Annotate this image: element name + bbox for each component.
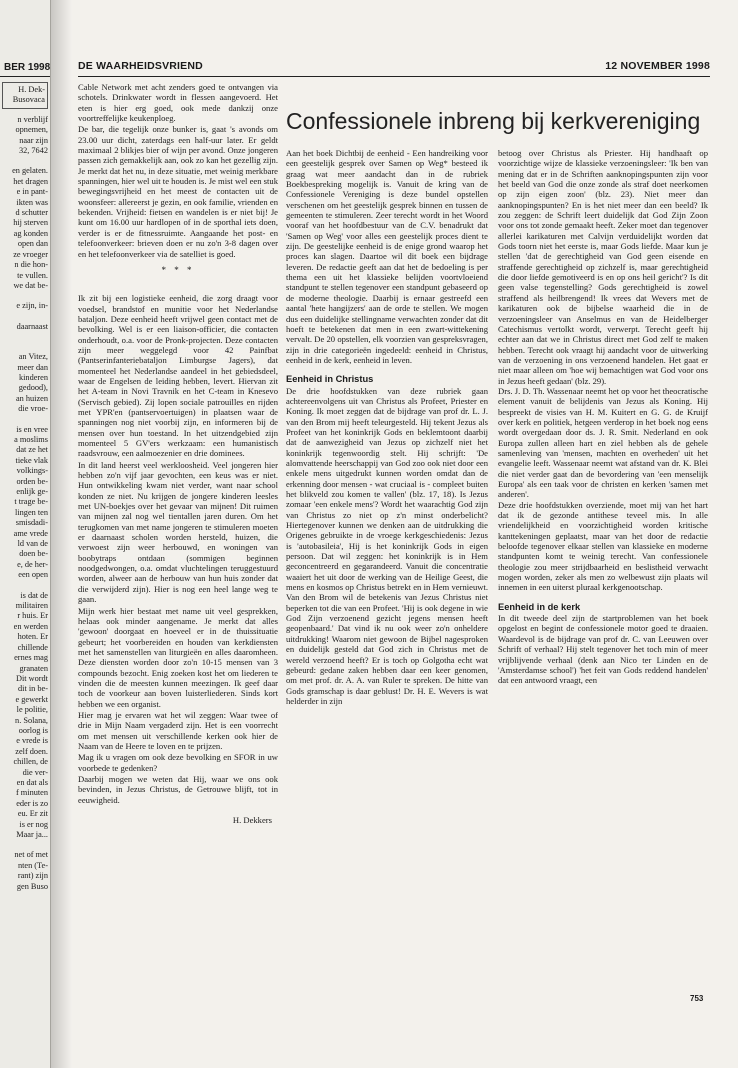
- previous-page-gap: [2, 581, 48, 591]
- previous-page-line: tieke vlak: [15, 455, 48, 465]
- previous-page-box-line: H. Dek-: [18, 85, 45, 94]
- previous-page-line: eu. Er zit: [17, 809, 48, 819]
- previous-page-gap: [2, 312, 48, 322]
- author-signature: H. Dekkers: [232, 815, 272, 826]
- letter-paragraph: Cable Network met acht zenders goed te ontvangen via schotels. Drinkwater wordt in flessen aangevoerd. Het eten is hier erg goed, ook mede dankzij onze voortreffelijke keukenploeg.: [78, 82, 278, 124]
- previous-page-line: a moslims: [14, 434, 48, 444]
- previous-page-line: opnemen,: [15, 125, 48, 135]
- previous-page-line: oorlog is: [18, 725, 48, 735]
- previous-page-line: e in pant-: [16, 187, 48, 197]
- previous-page-line: open dan: [17, 239, 48, 249]
- article-paragraph: De drie hoofdstukken van deze rubriek gaan achtereenvolgens uit van Christus als Profeet, Priester en Koning. Ik moet zeggen dat de bijdrage van prof dr. L. J. van den Brom mij heeft teleurgesteld. Hij tekent Jezus als Profeet van het koninkrijk Gods en beklemtoont daarbij dat de aanwezigheid van Jezus op zichzelf niet het koninkrijk tegenwoordig stelt. Hij schrijft: 'De alomvattende heerschappij van God zoo ook niet door een enkele mens uitgedrukt kunnen worden omdat dan de erkenning door mensen - wat cruciaal is - compleet buiten het blikveld zou komen te vallen' (blz. 17, 18). Is Jezus zomaar 'een enkele mens'? Wordt het waarachtig God zijn van Christus zo niet op z'n minst onderbelicht? Hiertegenover kunnen we denken aan de uitdrukking die Origenes gebruikte in de vroege kerkgeschiedenis: Jezus is 'autobasileia', Hij is het koninkrijk Gods in eigen persoon. Dat wil zeggen: het koninkrijk is in Hem geconcentreerd en gegarandeerd. Vanuit die concentratie waaiert het uit door de werking van de Heilige Geest, die mens en kosmos op Christus betrekt en in Hem vernieuwt. Van den Brom wil de betekenis van Jezus Christus niet beperken tot die van een Profeet. 'Hij is ook degene in wie God Zijn verzoenend gezicht jegens mensen heeft geopenbaard.' Dat vind ik nu ook weer zo'n onheldere uitdrukking! Waarom niet gewoon de Bijbel nagesproken en duidelijk gesteld dat God zich in Christus met de wereld verzoend heeft? Er is toch op Golgotha echt wat gebeurd: gedane zaken hebben daar een keer genomen, om met prof. dr. A. A. van Ruler te spreken. De hitte van Gods gramschap is daar geblust! Dr. H. E. Wevers is wat helderder in zijn: [286, 385, 488, 706]
- previous-page-gap: [2, 332, 48, 342]
- previous-page-line: le politie,: [16, 705, 48, 715]
- previous-page-line: kinderen: [18, 372, 48, 382]
- previous-page-gap: [2, 291, 48, 301]
- letter-paragraph: De bar, die tegelijk onze bunker is, gaat 's avonds om 23.00 uur dicht, zaterdags een half-uur later. Er geldt maximaal 2 blikjes bier of wijn per avond. Onze jongeren passen zich gemakkelijk aan, ook zo kan het gezellig zijn. Je merkt dat het nu, in deze situatie, met weinig merkbare spanningen, hier wel uit te houden is. Je mist wel een stuk bewegingsvrijheid en het meest de contacten uit de woonsfeer: allereerst je gezin, en ook familie, vrienden en bekenden. Vrijheid: fietsen en wandelen is er niet bij! Je kunt om 16.00 uur hardlopen of in de sporthal iets doen, verder is er de fitnessruimte. Aangaande het post- en telefoonverkeer: brieven doen er nu zo'n 3-8 dagen over en het telefoonverkeer via de satelliet is goed.: [78, 124, 278, 259]
- previous-page-header: BER 1998: [4, 62, 51, 73]
- previous-page-line: orden be-: [16, 476, 48, 486]
- publication-name: DE WAARHEIDSVRIEND: [78, 60, 203, 72]
- previous-page-rule: [0, 76, 50, 77]
- previous-page-line: gedood),: [18, 383, 48, 393]
- previous-page-line: f minuten: [15, 788, 48, 798]
- previous-page-line: die vroe-: [18, 404, 48, 414]
- article-column-left: [286, 148, 488, 706]
- previous-page-boxed-note: [2, 82, 48, 109]
- previous-page-line: zelf doen.: [15, 746, 48, 756]
- previous-page-text: [2, 82, 48, 892]
- previous-page-line: an huizen: [15, 393, 48, 403]
- article-paragraph: Drs. J. D. Th. Wassenaar neemt het op voor het theocratische element vanuit de belijdenis van Jezus als Koning. Hij bespreekt de visies van H. M. Kuitert en G. G. de Kruijf over kerk en politiek, hetgeen verderop in het boek nog eens wordt overgedaan door ds. J. R. Smit. Nederland en ook Europa zullen alleen hart en ziel hebben als de gehele samenleving van 'mensen, machten en overheden' uit het evangelie leeft. Wassenaar neemt wat afstand van dr. K. Blei die niet verder gaat dan de bevordering van 'een menselijk Europa' als een taak voor de christen en kerken 'samen met anderen'.: [498, 385, 708, 500]
- previous-page-line: net of met: [14, 850, 48, 860]
- letter-paragraph: Mag ik u vragen om ook deze bevolking en SFOR in uw voorbede te gedenken?: [78, 752, 278, 773]
- previous-page-line: een open: [18, 570, 48, 580]
- previous-page-line: en werden: [13, 621, 48, 631]
- previous-page-line: en dat als: [16, 777, 48, 787]
- previous-page-line: dit in be-: [18, 684, 48, 694]
- letter-paragraph: In dit land heerst veel werkloosheid. Veel jongeren hier hebben zo'n vijf jaar gevochten, een keus was er niet. Hun ontwikkeling kwam niet verder, want naar school konden ze niet. Nu krijgen de jongere kinderen leesles met UN-boekjes over het gevaar van mijnen! Dit ruimen van mijnen zal nog wel tientallen jaren duren. Om het terugkomen van met name jongeren te stimuleren moeten er daarnaast scholen worden hersteld, huizen, die verwoest zijn weer herbouwd, en woningen van boobytraps ontdaan (sommigen beginnen noodgedwongen, o.a. omdat vluchtelingen teruggestuurd worden, alweer aan de herbouw van hun huis zonder dat die verwijderd zijn). Hier is nog een heel lange weg te gaan.: [78, 459, 278, 605]
- previous-page-line: n die hon-: [14, 260, 48, 270]
- page-number: 753: [690, 994, 704, 1003]
- previous-page-line: e gewerkt: [15, 694, 48, 704]
- section-separator: * * *: [161, 264, 195, 275]
- article-intro: Aan het boek Dichtbij de eenheid - Een handreiking voor een geestelijk gesprek over Samen op Weg* besteed ik graag wat meer aandacht dan in de rubriek Boekbespreking mogelijk is. Vanuit de kring van de Confessionele Vereniging is deze bundel opstellen verschenen om het geestelijk gesprek binnen en tussen de gemeenten te stimuleren. Zeer terecht wordt in het Woord vooraf van het hoofdbestuur van de C.V. benadrukt dat 'Samen op Weg' voor alles een geestelijk proces dient te zijn. De geestelijke eenheid is de enige grond waarop het proces kan slagen. Daartoe wil dit boek een bijdrage leveren. De redactie geeft aan dat het de bedoeling is per thema een uit het klassieke belijden voortvloeiend standpunt te stellen tegenover een standpunt gebaseerd op de moderne theologie. Daarbij is ernaar gestreefd een aantal 'hete hangijzers' aan de orde te stellen. We mogen dus een duidelijke stellingname verwachten zonder dat dit hoeft te betekenen dat men in een zwart-wittekening vervalt. De 20 opstellen, elk voorzien van gespreksvragen, zijn in drie categorieën ingedeeld: eenheid in Christus, eenheid in de kerk, eenheid in leven.: [286, 148, 488, 365]
- article-title: Confessionele inbreng bij kerkvereniging: [286, 108, 701, 135]
- previous-page-line: smisdadi-: [15, 518, 48, 528]
- previous-page-line: e zijn, in-: [16, 301, 48, 311]
- previous-page-gap: [2, 342, 48, 352]
- subheading-eenheid-in-christus: Eenheid in Christus: [286, 374, 374, 385]
- previous-page-line: e, de her-: [17, 559, 48, 569]
- previous-page-line: eder is zo: [16, 798, 48, 808]
- issue-date: 12 NOVEMBER 1998: [605, 60, 710, 72]
- previous-page-line: an Vitez,: [18, 352, 48, 362]
- subheading-eenheid-in-de-kerk: Eenheid in de kerk: [498, 601, 581, 612]
- previous-page-line: ame vrede: [13, 528, 48, 538]
- previous-page-line: chillende: [17, 642, 48, 652]
- previous-page-gap: [2, 415, 48, 425]
- previous-page-line: Maar ja...: [16, 830, 48, 839]
- previous-page-line: lingen ten: [15, 507, 48, 517]
- previous-page-line: ze vroeger: [13, 249, 48, 259]
- previous-page-line: meer dan: [17, 362, 48, 372]
- previous-page-line: d schutter: [15, 208, 48, 218]
- page-gutter-shadow: [50, 0, 72, 1068]
- previous-page-line: te vullen.: [17, 270, 48, 280]
- previous-page-line: die ver-: [22, 767, 48, 777]
- previous-page-line: ag konden: [13, 228, 48, 238]
- previous-page-line: ernes mag: [14, 653, 48, 663]
- previous-page-line: hoten. Er: [17, 632, 48, 642]
- previous-page-line: n. Solana,: [15, 715, 48, 725]
- previous-page-line: is dat de: [20, 590, 48, 600]
- previous-page-box-line: Busovaca: [12, 95, 45, 105]
- previous-page-line: naar zijn: [19, 135, 48, 145]
- previous-page-line: is en vree: [16, 424, 48, 434]
- previous-page-line: t trage be-: [14, 497, 48, 507]
- article-paragraph: In dit tweede deel zijn de startproblemen van het boek opgelost en begint de confessionele motor goed te draaien. Waardevol is de bijdrage van prof dr. C. van Leeuwen over Schrift of verhaal? Hij stelt tegenover het toch min of meer vrijblijvende verhaal (denk aan Nico ter Linden en de 'Amsterdamse school') 'het feit van Gods reddend handelen' dat een antwoord vraagt, een: [498, 613, 708, 686]
- previous-page-line: gen Buso: [16, 881, 48, 891]
- page-header: [78, 60, 710, 72]
- previous-page-line: hij sterven: [13, 218, 48, 228]
- previous-page-line: nten (Te-: [17, 860, 48, 870]
- previous-page-line: chillen, de: [13, 757, 48, 767]
- previous-page-line: enlijk ge-: [16, 487, 48, 496]
- article-paragraph: Deze drie hoofdstukken overziende, moet mij van het hart dat ik de gezonde antithese teveel mis. In alle vriendelijkheid en voorzichtigheid worden kritische kanttekeningen geplaatst, maar van het door de redactie beloofde tegenover elkaar stellen van klassieke en moderne standpunten komt te weinig terecht. Van confessionele theologie zou meer strijdbaarheid en beslistheid verwacht mogen worden, zeker als men zo welbewust zijn plaats wil innemen in een uiterst pluraal kerkgenootschap.: [498, 499, 708, 593]
- article-paragraph: betoog over Christus als Priester. Hij handhaaft op voorzichtige wijze de klassieke verzoeningsleer: 'Ik ben van mening dat er in de Schriften aanknopingspunten zijn voor het beeld van God die onze zonde als straf doet neerkomen op zijn eigen zoon' (blz. 23). Niet meer dan aanknopingspunten? En is het niet meer dan een beeld? Ik zou zeggen: de Schrift leert duidelijk dat God Zijn Zoon voor ons tot zonde gemaakt heeft. Zeker moet dan tegenover allerlei karikaturen met Calvijn verduidelijkt worden dat Gods toorn niet het eerste is, maar Gods liefde. Maar kun je stellen 'dat de gerechtigheid van God geen eisende en straffende gerechtigheid op zichzelf is, maar gerechtigheid die door liefde gemotiveerd is en op ons heil gericht'? Is dit geen valse tegenstelling? Gods gerechtigheid is zowel straffend als heilbrengend! Ik vrees dat Wevers met de karikaturen ook de bijbelse waarheid die in de verzoeningsleer van Anselmus en van de Heidelberger Catechismus vertolkt wordt, verwerpt. Terecht geeft hij echter aan dat we in Christus direct met God zelf te maken hebben. Terecht ook vraagt hij aandacht voor de uitwerking van de verzoening in ons verzoenend handelen. Het gaat er niet maar alleen om 'hoe wij bemachtigen wat God voor ons in Jezus heeft gedaan' (blz. 29).: [498, 148, 708, 386]
- previous-page-line: daarnaast: [16, 321, 48, 331]
- previous-page-line: rant) zijn: [17, 871, 48, 881]
- previous-page-line: ikten was: [16, 197, 48, 207]
- previous-page-line: is er nog: [19, 819, 48, 829]
- previous-page-edge: [0, 0, 51, 1068]
- previous-page-line: het dragen: [13, 176, 48, 186]
- header-rule: [78, 76, 710, 77]
- previous-page-line: we dat be-: [13, 280, 48, 290]
- previous-page-line: volkings-: [16, 466, 48, 476]
- previous-page-line: ld van de: [17, 539, 48, 549]
- previous-page-gap: [2, 840, 48, 850]
- previous-page-line: doen be-: [19, 549, 48, 559]
- letter-paragraph: Ik zit bij een logistieke eenheid, die zorg draagt voor voedsel, brandstof en munitie voor het Nederlandse bataljon. Deze eenheid heeft vrijwel geen contact met de bevolking. Wel is er een liaison-officier, die contacten onderhoudt, o.a. voor de Pronk-projecten. Deze contacten zijn meer weggelegd voor 42 Painfbat (Pantserinfanteriebataljon Limburgse Jagers), dat momenteel het Nederlandse aandeel in het gebiedsdeel, waar de Engelsen de leiding hebben, levert. Hiervan zit het A-team in Novi Travnik en het C-team in Knesevo (Servisch gebied). Zij lopen sociale patrouilles en rijden met YPR'en (pantservoertuigen) in plaatsen waar de spanningen nog niet voorbij zijn, en informeren bij de mensen over hun toestand. In het uitzendgebied zijn momenteel 5 GV'ers werkzaam: een humanistisch raadsvrouw, een aalmoezenier en drie dominees.: [78, 293, 278, 459]
- previous-page-line: Dit wordt: [15, 673, 48, 683]
- previous-page-line: 32, 7642: [18, 146, 48, 156]
- previous-page-line: militairen: [15, 601, 48, 611]
- letter-paragraph: Hier mag je ervaren wat het wil zeggen: Waar twee of drie in Mijn Naam vergaderd zijn. Het is een voorrecht om met mensen uit verschillende kerken ook hier de Naam van de Heere te loven en te prijzen.: [78, 709, 278, 751]
- article-column-right: [498, 148, 708, 686]
- letter-paragraph: Daarbij mogen we weten dat Hij, waar we ons ook bevinden, in Jezus Christus, de Getrouwe blijft, tot in eeuwigheid.: [78, 774, 278, 805]
- previous-page-gap: [2, 156, 48, 166]
- letter-paragraph: Mijn werk hier bestaat met name uit veel gesprekken, helaas ook minder aangename. Je merkt dat alles 'gewoon' doorgaat en hoeveel er in de thuissituatie gebeurt; het voorbereiden en houden van kerkdiensten met het samenstellen van liturgieën en alles daaromheen. Deze diensten worden door zo'n 10-15 mensen van 3 compounds bezocht. Enig zoeken kost het om liederen te vinden die de meesten kunnen meezingen. Ik geef daar toch de voorkeur aan boven luisterliederen. Sinds kort hebben we een organist.: [78, 605, 278, 709]
- previous-page-line: r huis. Er: [17, 611, 48, 621]
- previous-page-line: en gelaten.: [12, 166, 48, 176]
- previous-page-line: dat ze het: [16, 445, 48, 455]
- previous-page-line: n verblijf: [17, 114, 48, 124]
- letter-column: [78, 82, 278, 825]
- previous-page-line: granaten: [19, 663, 48, 673]
- previous-page-line: e vrede is: [16, 736, 48, 746]
